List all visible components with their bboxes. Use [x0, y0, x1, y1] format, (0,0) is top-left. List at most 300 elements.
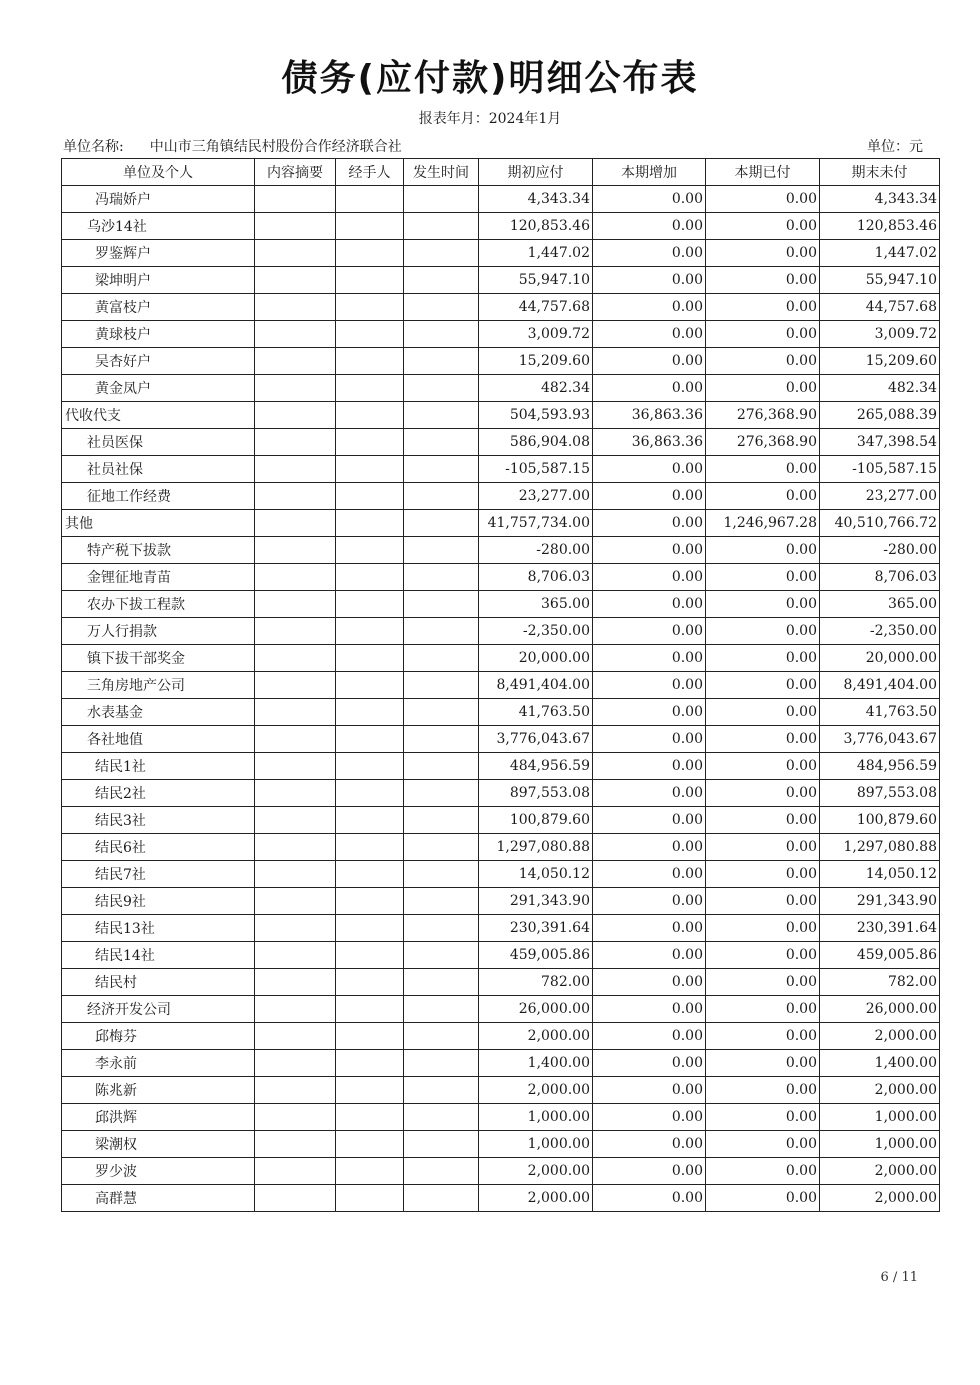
summary-cell: [255, 1158, 336, 1185]
closing-unpaid-cell: 347,398.54: [820, 429, 940, 456]
handler-cell: [336, 267, 404, 294]
column-header-summary: 内容摘要: [255, 159, 336, 186]
date-cell: [404, 915, 479, 942]
date-cell: [404, 618, 479, 645]
opening-payable-cell: 3,776,043.67: [479, 726, 593, 753]
date-cell: [404, 780, 479, 807]
table-header-row: [62, 159, 940, 186]
closing-unpaid-cell: 1,297,080.88: [820, 834, 940, 861]
closing-unpaid-cell: 482.34: [820, 375, 940, 402]
period-increase-cell: 0.00: [593, 969, 706, 996]
opening-payable-cell: 1,000.00: [479, 1131, 593, 1158]
period-paid-cell: 0.00: [706, 1050, 820, 1077]
party-name-cell: 社员医保: [62, 429, 255, 456]
handler-cell: [336, 726, 404, 753]
table-row: [62, 483, 940, 510]
handler-cell: [336, 915, 404, 942]
handler-cell: [336, 969, 404, 996]
closing-unpaid-cell: 1,000.00: [820, 1131, 940, 1158]
party-name-cell: 征地工作经费: [62, 483, 255, 510]
column-header-handler: 经手人: [336, 159, 404, 186]
summary-cell: [255, 510, 336, 537]
period-paid-cell: 0.00: [706, 240, 820, 267]
currency-unit: 单位：元: [867, 139, 923, 155]
handler-cell: [336, 348, 404, 375]
party-name-cell: 结民7社: [62, 861, 255, 888]
period-paid-cell: 0.00: [706, 1077, 820, 1104]
table-row: [62, 267, 940, 294]
period-paid-cell: 0.00: [706, 618, 820, 645]
period-increase-cell: 0.00: [593, 699, 706, 726]
summary-cell: [255, 402, 336, 429]
summary-cell: [255, 969, 336, 996]
party-name-cell: 陈兆新: [62, 1077, 255, 1104]
closing-unpaid-cell: 15,209.60: [820, 348, 940, 375]
period-increase-cell: 0.00: [593, 186, 706, 213]
period-increase-cell: 0.00: [593, 537, 706, 564]
closing-unpaid-cell: 265,088.39: [820, 402, 940, 429]
table-row: [62, 294, 940, 321]
closing-unpaid-cell: 459,005.86: [820, 942, 940, 969]
period-paid-cell: 0.00: [706, 537, 820, 564]
summary-cell: [255, 456, 336, 483]
table-row: [62, 402, 940, 429]
date-cell: [404, 1077, 479, 1104]
summary-cell: [255, 915, 336, 942]
party-name-cell: 黄金凤户: [62, 375, 255, 402]
period-paid-cell: 0.00: [706, 267, 820, 294]
period-increase-cell: 0.00: [593, 375, 706, 402]
date-cell: [404, 510, 479, 537]
page-indicator: 6 / 11: [880, 1270, 918, 1285]
period-paid-cell: 0.00: [706, 726, 820, 753]
handler-cell: [336, 861, 404, 888]
period-paid-cell: 0.00: [706, 591, 820, 618]
table-row: [62, 861, 940, 888]
table-row: [62, 942, 940, 969]
handler-cell: [336, 1050, 404, 1077]
period-paid-cell: 0.00: [706, 564, 820, 591]
period-increase-cell: 0.00: [593, 213, 706, 240]
date-cell: [404, 1185, 479, 1212]
column-header-increase: 本期增加: [593, 159, 706, 186]
party-name-cell: 黄富枝户: [62, 294, 255, 321]
period-increase-cell: 0.00: [593, 726, 706, 753]
opening-payable-cell: 459,005.86: [479, 942, 593, 969]
closing-unpaid-cell: 2,000.00: [820, 1077, 940, 1104]
date-cell: [404, 537, 479, 564]
party-name-cell: 三角房地产公司: [62, 672, 255, 699]
summary-cell: [255, 672, 336, 699]
table-row: [62, 1158, 940, 1185]
table-row: [62, 213, 940, 240]
period-increase-cell: 0.00: [593, 1023, 706, 1050]
party-name-cell: 罗少波: [62, 1158, 255, 1185]
table-row: [62, 645, 940, 672]
date-cell: [404, 321, 479, 348]
table-row: [62, 672, 940, 699]
period-increase-cell: 0.00: [593, 1077, 706, 1104]
period-paid-cell: 0.00: [706, 294, 820, 321]
table-row: [62, 969, 940, 996]
party-name-cell: 高群慧: [62, 1185, 255, 1212]
party-name-cell: 万人行捐款: [62, 618, 255, 645]
opening-payable-cell: 1,447.02: [479, 240, 593, 267]
closing-unpaid-cell: 2,000.00: [820, 1185, 940, 1212]
table-row: [62, 1185, 940, 1212]
handler-cell: [336, 591, 404, 618]
date-cell: [404, 645, 479, 672]
opening-payable-cell: 1,400.00: [479, 1050, 593, 1077]
period-increase-cell: 0.00: [593, 1104, 706, 1131]
party-name-cell: 邱梅芬: [62, 1023, 255, 1050]
period-increase-cell: 0.00: [593, 321, 706, 348]
handler-cell: [336, 402, 404, 429]
party-name-cell: 社员社保: [62, 456, 255, 483]
summary-cell: [255, 807, 336, 834]
closing-unpaid-cell: 3,009.72: [820, 321, 940, 348]
table-row: [62, 429, 940, 456]
period-paid-cell: 276,368.90: [706, 429, 820, 456]
handler-cell: [336, 429, 404, 456]
closing-unpaid-cell: 8,706.03: [820, 564, 940, 591]
period-increase-cell: 0.00: [593, 1185, 706, 1212]
closing-unpaid-cell: 55,947.10: [820, 267, 940, 294]
date-cell: [404, 834, 479, 861]
date-cell: [404, 267, 479, 294]
closing-unpaid-cell: 120,853.46: [820, 213, 940, 240]
period-paid-cell: 0.00: [706, 186, 820, 213]
party-name-cell: 金锂征地青苗: [62, 564, 255, 591]
party-name-cell: 特产税下拔款: [62, 537, 255, 564]
column-header-date: 发生时间: [404, 159, 479, 186]
opening-payable-cell: 120,853.46: [479, 213, 593, 240]
table-row: [62, 780, 940, 807]
party-name-cell: 结民13社: [62, 915, 255, 942]
period-increase-cell: 0.00: [593, 645, 706, 672]
opening-payable-cell: 504,593.93: [479, 402, 593, 429]
handler-cell: [336, 510, 404, 537]
handler-cell: [336, 942, 404, 969]
closing-unpaid-cell: -105,587.15: [820, 456, 940, 483]
table-row: [62, 240, 940, 267]
table-row: [62, 186, 940, 213]
period-increase-cell: 0.00: [593, 942, 706, 969]
opening-payable-cell: 2,000.00: [479, 1023, 593, 1050]
summary-cell: [255, 1050, 336, 1077]
column-header-closing: 期末未付: [820, 159, 940, 186]
period-paid-cell: 0.00: [706, 483, 820, 510]
handler-cell: [336, 672, 404, 699]
date-cell: [404, 240, 479, 267]
period-paid-cell: 0.00: [706, 807, 820, 834]
party-name-cell: 冯瑞娇户: [62, 186, 255, 213]
date-cell: [404, 483, 479, 510]
table-row: [62, 699, 940, 726]
opening-payable-cell: 1,297,080.88: [479, 834, 593, 861]
party-name-cell: 结民1社: [62, 753, 255, 780]
summary-cell: [255, 429, 336, 456]
date-cell: [404, 1131, 479, 1158]
handler-cell: [336, 1131, 404, 1158]
report-period: 报表年月：2024年1月: [418, 111, 562, 127]
closing-unpaid-cell: 20,000.00: [820, 645, 940, 672]
closing-unpaid-cell: 1,447.02: [820, 240, 940, 267]
unit-name-line: [63, 136, 402, 156]
closing-unpaid-cell: 2,000.00: [820, 1158, 940, 1185]
opening-payable-cell: 100,879.60: [479, 807, 593, 834]
period-paid-cell: 0.00: [706, 996, 820, 1023]
summary-cell: [255, 375, 336, 402]
handler-cell: [336, 321, 404, 348]
closing-unpaid-cell: 100,879.60: [820, 807, 940, 834]
date-cell: [404, 186, 479, 213]
table-row: [62, 888, 940, 915]
date-cell: [404, 1158, 479, 1185]
handler-cell: [336, 1104, 404, 1131]
handler-cell: [336, 375, 404, 402]
period-paid-cell: 0.00: [706, 672, 820, 699]
opening-payable-cell: 44,757.68: [479, 294, 593, 321]
opening-payable-cell: 484,956.59: [479, 753, 593, 780]
closing-unpaid-cell: 230,391.64: [820, 915, 940, 942]
party-name-cell: 梁坤明户: [62, 267, 255, 294]
table-row: [62, 321, 940, 348]
table-row: [62, 915, 940, 942]
table-body: [62, 186, 940, 1212]
summary-cell: [255, 1131, 336, 1158]
debt-detail-table: [61, 158, 940, 1212]
opening-payable-cell: 291,343.90: [479, 888, 593, 915]
period-paid-cell: 0.00: [706, 213, 820, 240]
closing-unpaid-cell: 782.00: [820, 969, 940, 996]
summary-cell: [255, 834, 336, 861]
period-increase-cell: 0.00: [593, 1158, 706, 1185]
period-increase-cell: 0.00: [593, 834, 706, 861]
summary-cell: [255, 240, 336, 267]
period-paid-cell: 0.00: [706, 1131, 820, 1158]
opening-payable-cell: -280.00: [479, 537, 593, 564]
period-increase-cell: 0.00: [593, 1131, 706, 1158]
summary-cell: [255, 213, 336, 240]
table-row: [62, 537, 940, 564]
date-cell: [404, 672, 479, 699]
party-name-cell: 吴杏好户: [62, 348, 255, 375]
period-paid-cell: 0.00: [706, 1104, 820, 1131]
period-increase-cell: 0.00: [593, 240, 706, 267]
handler-cell: [336, 1185, 404, 1212]
page-title: 债务(应付款)明细公布表: [281, 58, 699, 99]
opening-payable-cell: 55,947.10: [479, 267, 593, 294]
party-name-cell: 黄球枝户: [62, 321, 255, 348]
period-increase-cell: 0.00: [593, 888, 706, 915]
closing-unpaid-cell: 1,000.00: [820, 1104, 940, 1131]
opening-payable-cell: 1,000.00: [479, 1104, 593, 1131]
party-name-cell: 邱洪辉: [62, 1104, 255, 1131]
handler-cell: [336, 564, 404, 591]
date-cell: [404, 861, 479, 888]
opening-payable-cell: 41,763.50: [479, 699, 593, 726]
date-cell: [404, 348, 479, 375]
summary-cell: [255, 780, 336, 807]
summary-cell: [255, 753, 336, 780]
period-paid-cell: 0.00: [706, 1185, 820, 1212]
closing-unpaid-cell: 897,553.08: [820, 780, 940, 807]
handler-cell: [336, 1023, 404, 1050]
handler-cell: [336, 699, 404, 726]
date-cell: [404, 429, 479, 456]
handler-cell: [336, 618, 404, 645]
period-paid-cell: 0.00: [706, 456, 820, 483]
period-increase-cell: 0.00: [593, 915, 706, 942]
period-increase-cell: 0.00: [593, 672, 706, 699]
column-header-paid: 本期已付: [706, 159, 820, 186]
opening-payable-cell: 2,000.00: [479, 1158, 593, 1185]
summary-cell: [255, 1104, 336, 1131]
date-cell: [404, 213, 479, 240]
summary-cell: [255, 483, 336, 510]
table-row: [62, 618, 940, 645]
table-row: [62, 807, 940, 834]
period-increase-cell: 0.00: [593, 267, 706, 294]
handler-cell: [336, 186, 404, 213]
summary-cell: [255, 1077, 336, 1104]
table-row: [62, 510, 940, 537]
date-cell: [404, 726, 479, 753]
period-paid-cell: 1,246,967.28: [706, 510, 820, 537]
period-increase-cell: 0.00: [593, 861, 706, 888]
closing-unpaid-cell: -280.00: [820, 537, 940, 564]
period-paid-cell: 0.00: [706, 915, 820, 942]
table-row: [62, 375, 940, 402]
period-increase-cell: 36,863.36: [593, 429, 706, 456]
closing-unpaid-cell: 3,776,043.67: [820, 726, 940, 753]
opening-payable-cell: 23,277.00: [479, 483, 593, 510]
period-paid-cell: 0.00: [706, 969, 820, 996]
party-name-cell: 水表基金: [62, 699, 255, 726]
table-row: [62, 726, 940, 753]
closing-unpaid-cell: 291,343.90: [820, 888, 940, 915]
summary-cell: [255, 537, 336, 564]
period-paid-cell: 0.00: [706, 861, 820, 888]
opening-payable-cell: 8,706.03: [479, 564, 593, 591]
handler-cell: [336, 807, 404, 834]
date-cell: [404, 591, 479, 618]
closing-unpaid-cell: 23,277.00: [820, 483, 940, 510]
handler-cell: [336, 456, 404, 483]
opening-payable-cell: 586,904.08: [479, 429, 593, 456]
opening-payable-cell: 15,209.60: [479, 348, 593, 375]
party-name-cell: 农办下拔工程款: [62, 591, 255, 618]
summary-cell: [255, 321, 336, 348]
date-cell: [404, 942, 479, 969]
party-name-cell: 李永前: [62, 1050, 255, 1077]
date-cell: [404, 564, 479, 591]
opening-payable-cell: 14,050.12: [479, 861, 593, 888]
date-cell: [404, 888, 479, 915]
period-paid-cell: 0.00: [706, 375, 820, 402]
date-cell: [404, 1050, 479, 1077]
closing-unpaid-cell: 44,757.68: [820, 294, 940, 321]
date-cell: [404, 753, 479, 780]
period-paid-cell: 0.00: [706, 348, 820, 375]
date-cell: [404, 1023, 479, 1050]
period-increase-cell: 0.00: [593, 564, 706, 591]
period-paid-cell: 0.00: [706, 1023, 820, 1050]
summary-cell: [255, 294, 336, 321]
date-cell: [404, 807, 479, 834]
opening-payable-cell: 482.34: [479, 375, 593, 402]
opening-payable-cell: -105,587.15: [479, 456, 593, 483]
party-name-cell: 乌沙14社: [62, 213, 255, 240]
summary-cell: [255, 186, 336, 213]
period-paid-cell: 0.00: [706, 1158, 820, 1185]
summary-cell: [255, 996, 336, 1023]
period-increase-cell: 0.00: [593, 1050, 706, 1077]
closing-unpaid-cell: 2,000.00: [820, 1023, 940, 1050]
period-paid-cell: 0.00: [706, 699, 820, 726]
column-header-opening: 期初应付: [479, 159, 593, 186]
handler-cell: [336, 888, 404, 915]
closing-unpaid-cell: 4,343.34: [820, 186, 940, 213]
date-cell: [404, 456, 479, 483]
unit-name-label: 单位名称:: [63, 139, 124, 155]
period-paid-cell: 0.00: [706, 321, 820, 348]
party-name-cell: 结民14社: [62, 942, 255, 969]
period-increase-cell: 0.00: [593, 294, 706, 321]
opening-payable-cell: 8,491,404.00: [479, 672, 593, 699]
opening-payable-cell: 2,000.00: [479, 1077, 593, 1104]
table-row: [62, 1104, 940, 1131]
party-name-cell: 结民6社: [62, 834, 255, 861]
period-paid-cell: 0.00: [706, 753, 820, 780]
period-paid-cell: 0.00: [706, 888, 820, 915]
closing-unpaid-cell: 8,491,404.00: [820, 672, 940, 699]
date-cell: [404, 699, 479, 726]
period-paid-cell: 0.00: [706, 645, 820, 672]
party-name-cell: 结民村: [62, 969, 255, 996]
party-name-cell: 结民3社: [62, 807, 255, 834]
summary-cell: [255, 1185, 336, 1212]
handler-cell: [336, 1077, 404, 1104]
opening-payable-cell: 20,000.00: [479, 645, 593, 672]
opening-payable-cell: 3,009.72: [479, 321, 593, 348]
handler-cell: [336, 294, 404, 321]
period-increase-cell: 0.00: [593, 591, 706, 618]
party-name-cell: 罗鉴辉户: [62, 240, 255, 267]
party-name-cell: 结民2社: [62, 780, 255, 807]
handler-cell: [336, 780, 404, 807]
opening-payable-cell: 41,757,734.00: [479, 510, 593, 537]
closing-unpaid-cell: 40,510,766.72: [820, 510, 940, 537]
summary-cell: [255, 564, 336, 591]
table-row: [62, 1050, 940, 1077]
period-increase-cell: 0.00: [593, 510, 706, 537]
date-cell: [404, 996, 479, 1023]
table-row: [62, 996, 940, 1023]
period-increase-cell: 0.00: [593, 780, 706, 807]
opening-payable-cell: 2,000.00: [479, 1185, 593, 1212]
table-row: [62, 753, 940, 780]
date-cell: [404, 1104, 479, 1131]
summary-cell: [255, 699, 336, 726]
summary-cell: [255, 618, 336, 645]
period-increase-cell: 0.00: [593, 483, 706, 510]
handler-cell: [336, 996, 404, 1023]
closing-unpaid-cell: -2,350.00: [820, 618, 940, 645]
party-name-cell: 梁潮权: [62, 1131, 255, 1158]
period-increase-cell: 0.00: [593, 996, 706, 1023]
